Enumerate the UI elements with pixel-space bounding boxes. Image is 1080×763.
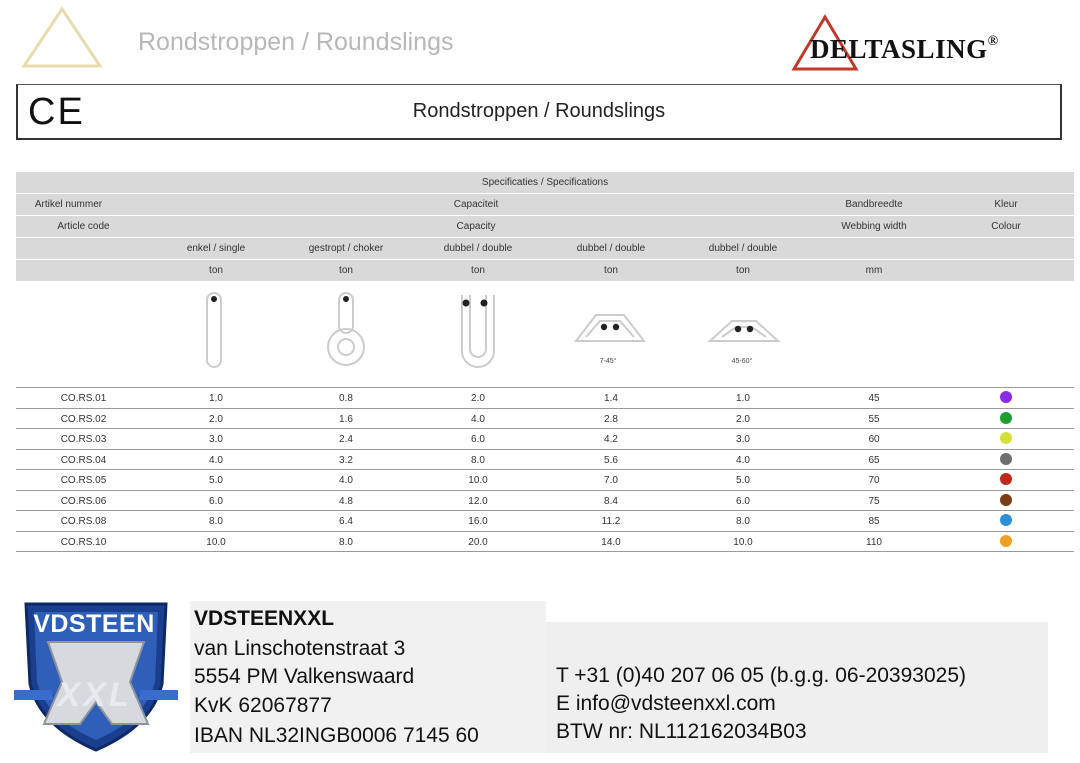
colour-cell bbox=[976, 453, 1036, 468]
choker-sling-icon bbox=[321, 289, 377, 371]
colour-swatch bbox=[1000, 391, 1012, 403]
webbing-width: 60 bbox=[868, 434, 880, 445]
article-code: CO.RS.08 bbox=[60, 516, 107, 527]
article-code: CO.RS.03 bbox=[60, 434, 107, 445]
article-label-nl: Artikel nummer bbox=[34, 199, 103, 210]
spec-table bbox=[16, 172, 1074, 552]
capacity-single: 3.0 bbox=[209, 434, 223, 445]
capacity-label-nl: Capaciteit bbox=[453, 199, 499, 210]
double-sling-60-icon bbox=[706, 311, 782, 345]
capacity-double-60: 4.0 bbox=[736, 454, 750, 466]
colour-cell bbox=[976, 412, 1036, 427]
capacity-double-60: 3.0 bbox=[736, 434, 750, 445]
table-row bbox=[16, 532, 1074, 553]
header-row-en bbox=[16, 215, 1074, 237]
table-row bbox=[16, 429, 1074, 450]
logo-top-text: VDSTEEN bbox=[33, 610, 155, 638]
table-row bbox=[16, 388, 1074, 409]
capacity-double-60: 1.0 bbox=[736, 393, 750, 404]
unit-row bbox=[16, 259, 1074, 281]
unit-width: mm bbox=[865, 265, 883, 276]
capacity-double-45: 14.0 bbox=[601, 536, 621, 548]
mode-row bbox=[16, 237, 1074, 259]
spec-header: Specificaties / Specifications bbox=[481, 177, 609, 188]
article-code: CO.RS.01 bbox=[60, 393, 107, 404]
capacity-single: 8.0 bbox=[209, 516, 223, 527]
double-sling-45-icon bbox=[572, 307, 648, 347]
angle-label-45: 7-45° bbox=[599, 358, 617, 365]
brand-registered-mark: ® bbox=[987, 34, 999, 49]
capacity-choker: 1.6 bbox=[339, 413, 353, 425]
ce-box-title: Rondstroppen / Roundslings bbox=[412, 100, 666, 122]
unit-choker: ton bbox=[339, 265, 353, 276]
capacity-double: 6.0 bbox=[471, 434, 485, 445]
unit-single: ton bbox=[209, 265, 223, 276]
capacity-single: 1.0 bbox=[209, 393, 223, 404]
header-row-nl bbox=[16, 193, 1074, 215]
capacity-double-45: 1.4 bbox=[604, 393, 618, 404]
capacity-choker: 4.0 bbox=[339, 475, 353, 486]
table-row bbox=[16, 470, 1074, 491]
webbing-width: 45 bbox=[868, 393, 880, 404]
colour-cell bbox=[976, 494, 1036, 509]
article-code: CO.RS.04 bbox=[60, 454, 107, 466]
colour-swatch bbox=[1000, 494, 1012, 506]
capacity-double-60: 8.0 bbox=[736, 516, 750, 527]
mode-double-60: dubbel / double bbox=[708, 243, 778, 254]
address-street: van Linschotenstraat 3 bbox=[194, 637, 406, 660]
capacity-choker: 6.4 bbox=[339, 516, 353, 527]
webbing-width: 110 bbox=[866, 536, 882, 548]
capacity-double-60: 6.0 bbox=[736, 495, 750, 507]
mode-single: enkel / single bbox=[186, 243, 246, 254]
colour-label-nl: Kleur bbox=[994, 199, 1018, 210]
webbing-width: 75 bbox=[868, 495, 880, 507]
colour-swatch bbox=[1000, 473, 1012, 485]
phone-number: T +31 (0)40 207 06 05 (b.g.g. 06-20393025) bbox=[556, 664, 967, 687]
table-row bbox=[16, 450, 1074, 471]
triangle-logo-icon bbox=[20, 6, 104, 70]
article-code: CO.RS.05 bbox=[60, 475, 107, 486]
webbing-width: 65 bbox=[868, 454, 880, 466]
double-sling-icon bbox=[456, 289, 500, 371]
capacity-single: 2.0 bbox=[209, 413, 223, 425]
single-sling-icon bbox=[199, 289, 229, 371]
company-name: VDSTEENXXL bbox=[194, 607, 335, 630]
colour-cell bbox=[976, 514, 1036, 529]
capacity-single: 5.0 bbox=[209, 475, 223, 486]
capacity-double-45: 7.0 bbox=[604, 475, 618, 486]
colour-swatch bbox=[1000, 535, 1012, 547]
capacity-single: 4.0 bbox=[209, 454, 223, 466]
article-code: CO.RS.10 bbox=[60, 536, 107, 548]
capacity-double-45: 8.4 bbox=[604, 495, 618, 507]
angle-label-60: 45-60° bbox=[731, 358, 753, 365]
capacity-choker: 2.4 bbox=[339, 434, 353, 445]
btw-number: BTW nr: NL112162034B03 bbox=[556, 720, 807, 743]
capacity-double-45: 5.6 bbox=[604, 454, 618, 466]
address-city: 5554 PM Valkenswaard bbox=[194, 665, 415, 688]
capacity-double-45: 2.8 bbox=[604, 413, 618, 425]
capacity-choker: 0.8 bbox=[339, 393, 353, 404]
table-row bbox=[16, 409, 1074, 430]
table-row bbox=[16, 511, 1074, 532]
colour-swatch bbox=[1000, 432, 1012, 444]
capacity-double: 2.0 bbox=[471, 393, 485, 404]
ce-title-box bbox=[16, 84, 1062, 140]
unit-double-45: ton bbox=[604, 265, 618, 276]
webbing-width: 70 bbox=[868, 475, 880, 486]
mode-choker: gestropt / choker bbox=[308, 243, 384, 254]
colour-swatch bbox=[1000, 453, 1012, 465]
capacity-single: 6.0 bbox=[209, 495, 223, 507]
article-code: CO.RS.06 bbox=[60, 495, 107, 507]
capacity-double: 10.0 bbox=[468, 475, 488, 486]
capacity-choker: 8.0 bbox=[339, 536, 353, 548]
mode-double-45: dubbel / double bbox=[576, 243, 646, 254]
ce-mark: CE bbox=[28, 91, 85, 133]
colour-label-en: Colour bbox=[991, 221, 1021, 232]
width-label-en: Webbing width bbox=[841, 221, 907, 232]
colour-cell bbox=[976, 473, 1036, 488]
capacity-double: 12.0 bbox=[468, 495, 488, 507]
kvk-number: KvK 62067877 bbox=[194, 694, 332, 717]
capacity-label-en: Capacity bbox=[456, 221, 496, 232]
capacity-double-60: 10.0 bbox=[733, 536, 753, 548]
capacity-double-45: 4.2 bbox=[604, 434, 618, 445]
table-row bbox=[16, 491, 1074, 512]
colour-cell bbox=[976, 391, 1036, 406]
data-rows bbox=[16, 388, 1074, 552]
iban-number: IBAN NL32INGB0006 7145 60 bbox=[194, 724, 479, 747]
email-address[interactable]: E info@vdsteenxxl.com bbox=[556, 692, 776, 715]
brand-name: DELTASLING bbox=[810, 34, 988, 64]
unit-double-60: ton bbox=[736, 265, 750, 276]
colour-cell bbox=[976, 432, 1036, 447]
colour-swatch bbox=[1000, 412, 1012, 424]
unit-double: ton bbox=[471, 265, 485, 276]
mode-double: dubbel / double bbox=[443, 243, 513, 254]
deltasling-logo bbox=[790, 12, 1070, 72]
webbing-width: 85 bbox=[868, 516, 880, 527]
capacity-double-60: 2.0 bbox=[736, 413, 750, 425]
capacity-single: 10.0 bbox=[206, 536, 226, 548]
capacity-double: 8.0 bbox=[471, 454, 485, 466]
capacity-choker: 4.8 bbox=[339, 495, 353, 507]
capacity-double-60: 5.0 bbox=[736, 475, 750, 486]
logo-bottom-text: XXL bbox=[57, 676, 133, 714]
sling-diagram-row bbox=[16, 281, 1074, 388]
header-title: Rondstroppen / Roundslings bbox=[138, 28, 454, 56]
capacity-double: 20.0 bbox=[468, 536, 488, 548]
article-label-en: Article code bbox=[57, 221, 110, 232]
capacity-double: 4.0 bbox=[471, 413, 485, 425]
colour-cell bbox=[976, 535, 1036, 550]
spec-header-row bbox=[16, 172, 1074, 193]
width-label-nl: Bandbreedte bbox=[845, 199, 903, 210]
article-code: CO.RS.02 bbox=[60, 413, 107, 425]
webbing-width: 55 bbox=[868, 413, 880, 425]
colour-swatch bbox=[1000, 514, 1012, 526]
capacity-double: 16.0 bbox=[468, 516, 488, 527]
capacity-double-45: 11.2 bbox=[601, 516, 621, 527]
capacity-choker: 3.2 bbox=[339, 454, 353, 466]
